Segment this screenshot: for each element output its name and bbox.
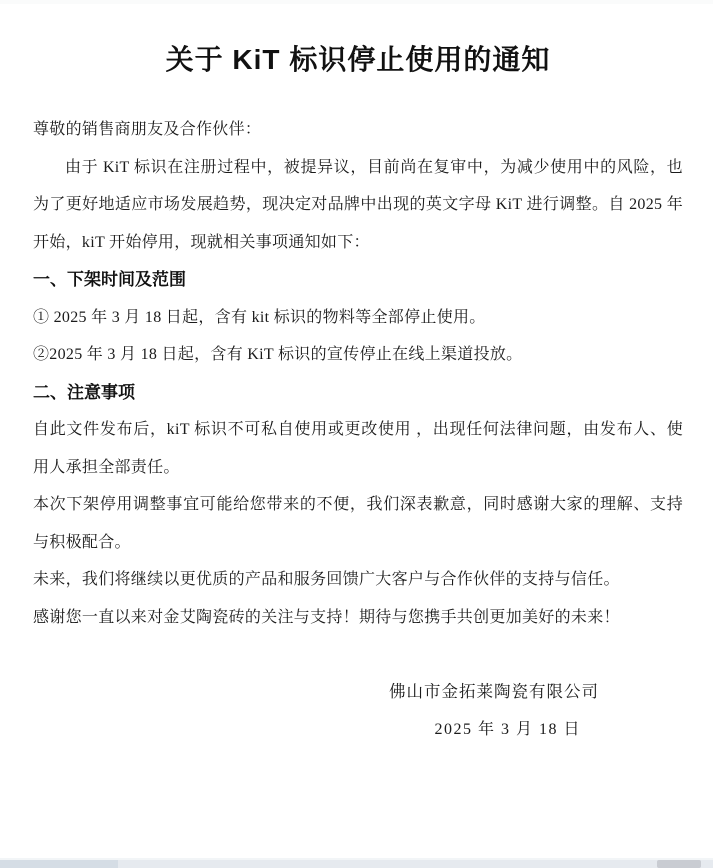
document-title: 关于 KiT 标识停止使用的通知 (165, 44, 551, 75)
signature-company: 佛山市金拓莱陶瓷有限公司 (389, 682, 599, 701)
signature-block (33, 673, 683, 748)
section-1-heading: 一、下架时间及范围 (33, 270, 186, 289)
intro-paragraph: 由于 KiT 标识在注册过程中，被提异议，目前尚在复审中，为减少使用中的风险，也为了更好地适应市场发展趋势，现决定对品牌中出现的英文字母 KiT 进行调整。自 2025 年开始，kiT 开始停用，现就相关事项通知如下： (33, 158, 683, 251)
section-1-item-1: ① 2025 年 3 月 18 日起，含有 kit 标识的物料等全部停止使用。 (33, 308, 486, 326)
horizontal-scrollbar-track[interactable] (0, 860, 713, 868)
horizontal-scrollbar-left-segment[interactable] (0, 860, 118, 868)
section-1-item-2: ②2025 年 3 月 18 日起，含有 KiT 标识的宣传停止在线上渠道投放。 (33, 346, 523, 363)
section-2-paragraph-2: 本次下架停用调整事宜可能给您带来的不便，我们深表歉意，同时感谢大家的理解、支持与积极配合。 (33, 496, 683, 551)
section-2-paragraph-3: 未来，我们将继续以更优质的产品和服务回馈广大客户与合作伙伴的支持与信任。 (33, 571, 620, 588)
section-2-heading: 二、注意事项 (33, 382, 135, 402)
horizontal-scrollbar-thumb[interactable] (657, 860, 701, 868)
salutation-line: 尊敬的销售商朋友及合作伙伴： (33, 121, 262, 138)
signature-date: 2025 年 3 月 18 日 (434, 720, 581, 738)
section-2-paragraph-1: 自此文件发布后，kiT 标识不可私自使用或更改使用 ，出现任何法律问题，由发布人、使用人承担全部责任。 (33, 421, 683, 476)
section-2-paragraph-4: 感谢您一直以来对金艾陶瓷砖的关注与支持！期待与您携手共创更加美好的未来！ (33, 608, 620, 626)
